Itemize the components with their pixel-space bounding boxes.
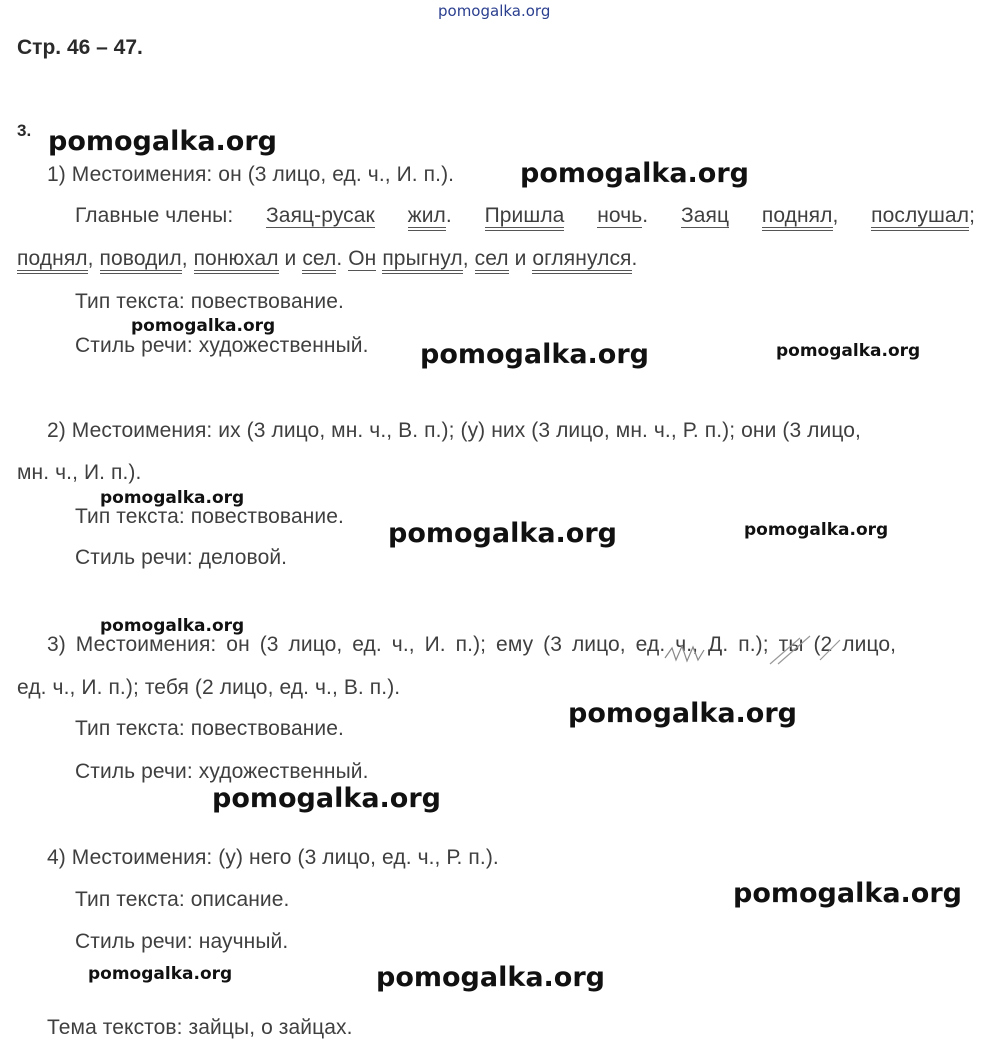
watermark: pomogalka.org (131, 316, 276, 336)
item4-pronouns: 4) Местоимения: (у) него (3 лицо, ед. ч., Р. п.). (47, 846, 499, 869)
watermark-top: pomogalka.org (438, 2, 551, 20)
item3-pronouns-line1: 3) Местоимения: он (3 лицо, ед. ч., И. п.); ему (3 лицо, ед. ч., Д. п.); ты (2 лицо, (47, 633, 897, 656)
predicate-word: поводил (100, 247, 182, 274)
predicate-word: сел (475, 247, 509, 274)
page-heading: Стр. 46 – 47. (17, 36, 143, 59)
item3-text-type: Тип текста: повествование. (75, 717, 344, 740)
main-members-label: Главные члены: (75, 204, 234, 227)
item1-text-type: Тип текста: повествование. (75, 290, 344, 313)
topic-line: Тема текстов: зайцы, о зайцах. (47, 1016, 353, 1039)
predicate-word: сел (302, 247, 336, 274)
subject-word: Он (348, 247, 377, 270)
predicate-word: поднял (17, 247, 88, 274)
watermark: pomogalka.org (520, 158, 749, 189)
item2-pronouns-line1: 2) Местоимения: их (3 лицо, мн. ч., В. п.); (у) них (3 лицо, мн. ч., Р. п.); они (3 лицо, (47, 419, 861, 442)
item4-text-type: Тип текста: описание. (75, 888, 290, 911)
item2-text-type: Тип текста: повествование. (75, 505, 344, 528)
predicate-word: жил (408, 204, 446, 231)
predicate-word: прыгнул (382, 247, 462, 274)
predicate-word: поднял (762, 204, 833, 231)
watermark: pomogalka.org (376, 962, 605, 993)
watermark: pomogalka.org (100, 488, 245, 508)
item2-pronouns-line2: мн. ч., И. п.). (17, 461, 142, 484)
item2-speech-style: Стиль речи: деловой. (75, 546, 288, 569)
item4-speech-style: Стиль речи: научный. (75, 930, 289, 953)
watermark: pomogalka.org (100, 616, 245, 636)
predicate-word: оглянулся (532, 247, 631, 274)
item1-main-members-line1: Главные члены: Заяц-русак жил. Пришла ночь. Заяц поднял, послушал; (75, 204, 975, 228)
watermark: pomogalka.org (568, 698, 797, 729)
item1-speech-style: Стиль речи: художественный. (75, 334, 369, 357)
predicate-word: Пришла (485, 204, 565, 231)
watermark: pomogalka.org (744, 520, 889, 540)
subject-word: Заяц-русак (266, 204, 375, 227)
pencil-scribble-mark (660, 630, 850, 670)
watermark: pomogalka.org (88, 964, 233, 984)
predicate-word: понюхал (194, 247, 279, 274)
task-number: 3. (17, 121, 32, 140)
predicate-word: послушал (871, 204, 969, 231)
item3-pronouns-line2: ед. ч., И. п.); тебя (2 лицо, ед. ч., В. п.). (17, 676, 401, 699)
item1-main-members-line2: поднял, поводил, понюхал и сел. Он прыгнул, сел и оглянулся. (17, 247, 637, 271)
watermark: pomogalka.org (48, 126, 277, 157)
watermark: pomogalka.org (388, 518, 617, 549)
item1-pronouns: 1) Местоимения: он (3 лицо, ед. ч., И. п.). (47, 163, 455, 186)
watermark: pomogalka.org (420, 339, 649, 370)
item3-speech-style: Стиль речи: художественный. (75, 760, 369, 783)
watermark: pomogalka.org (776, 341, 921, 361)
subject-word: Заяц (680, 204, 730, 227)
watermark: pomogalka.org (212, 783, 441, 814)
watermark: pomogalka.org (733, 878, 962, 909)
subject-word: ночь (597, 204, 643, 227)
